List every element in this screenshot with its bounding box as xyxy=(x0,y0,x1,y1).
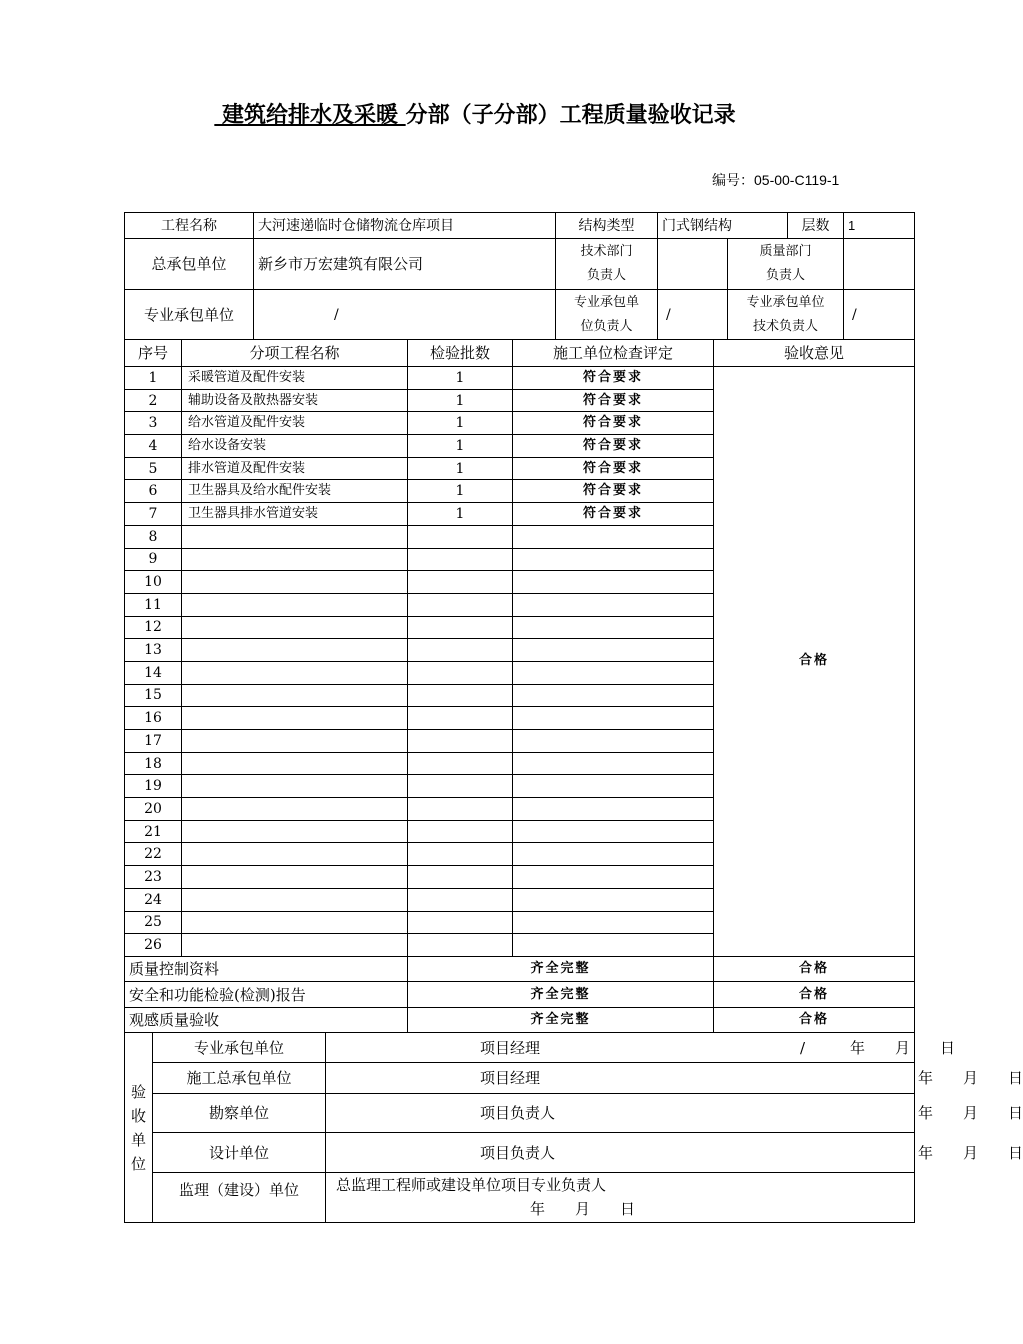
items-table xyxy=(124,339,915,1033)
item-batches xyxy=(408,730,513,753)
acceptance-role: 项目负责人 xyxy=(480,1104,556,1122)
side-char: 单 xyxy=(130,1130,146,1149)
item-name xyxy=(182,525,408,548)
col-header-no: 序号 xyxy=(125,340,182,367)
item-evaluation xyxy=(513,934,714,957)
item-batches xyxy=(408,820,513,843)
item-evaluation: 符合要求 xyxy=(513,412,714,435)
item-evaluation xyxy=(513,843,714,866)
table-row xyxy=(125,367,915,390)
item-evaluation xyxy=(513,820,714,843)
sub-head-label-line1: 专业承包单 xyxy=(573,294,639,310)
item-batches: 1 xyxy=(408,457,513,480)
item-no: 26 xyxy=(125,934,182,957)
acceptance-row xyxy=(125,1063,915,1094)
item-evaluation xyxy=(513,548,714,571)
item-no: 2 xyxy=(125,389,182,412)
item-no: 25 xyxy=(125,911,182,934)
item-name xyxy=(182,843,408,866)
item-batches xyxy=(408,752,513,775)
sub-tech-label xyxy=(728,290,844,340)
item-name xyxy=(182,548,408,571)
item-no: 10 xyxy=(125,571,182,594)
item-evaluation xyxy=(513,661,714,684)
item-evaluation xyxy=(513,616,714,639)
item-name: 卫生器具排水管道安装 xyxy=(182,503,408,526)
item-no: 11 xyxy=(125,593,182,616)
summary-evaluation: 齐全完整 xyxy=(408,1007,714,1033)
summary-label: 质量控制资料 xyxy=(125,956,408,982)
sub-tech-label-line1: 专业承包单位 xyxy=(746,294,825,310)
acceptance-row xyxy=(125,1033,915,1063)
acceptance-date: 年 月 日 xyxy=(918,1069,1023,1087)
quality-dept-label xyxy=(728,239,844,290)
title-rest: 分部（子分部）工程质量验收记录 xyxy=(405,103,736,128)
acceptance-sign-cell xyxy=(326,1133,1023,1173)
item-name: 辅助设备及散热器安装 xyxy=(182,389,408,412)
item-evaluation: 符合要求 xyxy=(513,457,714,480)
acceptance-sign-cell xyxy=(326,1063,1023,1094)
item-no: 16 xyxy=(125,707,182,730)
item-batches: 1 xyxy=(408,503,513,526)
item-evaluation xyxy=(513,684,714,707)
item-no: 23 xyxy=(125,866,182,889)
item-batches xyxy=(408,934,513,957)
item-batches xyxy=(408,707,513,730)
acceptance-date: 年 月 日 xyxy=(918,1104,1023,1122)
item-evaluation xyxy=(513,707,714,730)
item-no: 8 xyxy=(125,525,182,548)
acceptance-row xyxy=(125,1133,915,1173)
acceptance-unit: 施工总承包单位 xyxy=(153,1063,326,1094)
item-evaluation xyxy=(513,911,714,934)
item-name: 卫生器具及给水配件安装 xyxy=(182,480,408,503)
floors-label: 层数 xyxy=(788,213,844,239)
item-evaluation: 符合要求 xyxy=(513,480,714,503)
item-batches xyxy=(408,661,513,684)
summary-row xyxy=(125,956,915,982)
item-evaluation: 符合要求 xyxy=(513,367,714,390)
item-no: 18 xyxy=(125,752,182,775)
item-name xyxy=(182,911,408,934)
side-char: 收 xyxy=(130,1106,146,1125)
tech-dept-label xyxy=(556,239,658,290)
col-header-name: 分项工程名称 xyxy=(182,340,408,367)
item-name xyxy=(182,934,408,957)
acceptance-date: / 年 月 日 xyxy=(800,1038,956,1057)
item-name xyxy=(182,661,408,684)
col-header-evaluation: 施工单位检查评定 xyxy=(513,340,714,367)
item-batches xyxy=(408,639,513,662)
item-no: 5 xyxy=(125,457,182,480)
summary-row xyxy=(125,1007,915,1033)
item-batches xyxy=(408,798,513,821)
item-name: 采暖管道及配件安装 xyxy=(182,367,408,390)
item-no: 17 xyxy=(125,730,182,753)
item-no: 3 xyxy=(125,412,182,435)
item-no: 14 xyxy=(125,661,182,684)
supervisor-date: 年 月 日 xyxy=(530,1200,636,1218)
item-name xyxy=(182,616,408,639)
acceptance-unit: 设计单位 xyxy=(153,1133,326,1173)
acceptance-role: 项目经理 xyxy=(480,1069,541,1087)
item-batches xyxy=(408,911,513,934)
sub-head-label xyxy=(556,290,658,340)
sub-head-value: / xyxy=(658,290,728,340)
item-name xyxy=(182,820,408,843)
item-batches: 1 xyxy=(408,435,513,458)
title-subject: 建筑给排水及采暖 xyxy=(214,103,406,128)
item-batches xyxy=(408,866,513,889)
acceptance-table xyxy=(124,1032,1023,1223)
supervisor-unit: 监理（建设）单位 xyxy=(153,1173,326,1223)
item-name xyxy=(182,593,408,616)
acceptance-row xyxy=(125,1094,915,1133)
item-name xyxy=(182,888,408,911)
item-evaluation: 符合要求 xyxy=(513,503,714,526)
item-evaluation xyxy=(513,775,714,798)
item-no: 22 xyxy=(125,843,182,866)
item-evaluation xyxy=(513,730,714,753)
item-name xyxy=(182,866,408,889)
item-name: 给水设备安装 xyxy=(182,435,408,458)
item-batches xyxy=(408,888,513,911)
quality-dept-value xyxy=(844,239,915,290)
item-no: 12 xyxy=(125,616,182,639)
acceptance-date: 年 月 日 xyxy=(918,1143,1023,1162)
item-no: 20 xyxy=(125,798,182,821)
sub-contractor-value: / xyxy=(254,290,556,340)
item-no: 4 xyxy=(125,435,182,458)
item-batches xyxy=(408,775,513,798)
item-evaluation xyxy=(513,571,714,594)
item-name xyxy=(182,730,408,753)
item-batches xyxy=(408,684,513,707)
item-evaluation xyxy=(513,752,714,775)
item-batches xyxy=(408,616,513,639)
summary-opinion: 合格 xyxy=(714,982,915,1008)
item-batches xyxy=(408,571,513,594)
item-name xyxy=(182,775,408,798)
acceptance-side-label xyxy=(125,1033,153,1223)
item-evaluation xyxy=(513,866,714,889)
item-no: 24 xyxy=(125,888,182,911)
project-name-value: 大河速递临时仓储物流仓库项目 xyxy=(254,213,556,239)
summary-evaluation: 齐全完整 xyxy=(408,956,714,982)
item-no: 7 xyxy=(125,503,182,526)
acceptance-role: 项目经理 xyxy=(480,1038,541,1057)
acceptance-sign-cell xyxy=(326,1094,1023,1133)
tech-dept-label-line1: 技术部门 xyxy=(580,244,633,259)
items-opinion: 合格 xyxy=(714,367,915,957)
item-batches: 1 xyxy=(408,480,513,503)
side-char: 验 xyxy=(130,1082,146,1101)
item-evaluation xyxy=(513,798,714,821)
document-code: 编号：05-00-C119-1 xyxy=(712,172,840,188)
item-batches xyxy=(408,548,513,571)
header-table xyxy=(124,212,915,340)
col-header-opinion: 验收意见 xyxy=(714,340,915,367)
item-no: 9 xyxy=(125,548,182,571)
item-no: 21 xyxy=(125,820,182,843)
summary-row xyxy=(125,982,915,1008)
supervisor-role: 总监理工程师或建设单位项目专业负责人 xyxy=(336,1176,607,1194)
item-batches: 1 xyxy=(408,367,513,390)
summary-label: 观感质量验收 xyxy=(125,1007,408,1033)
item-evaluation xyxy=(513,593,714,616)
item-name xyxy=(182,684,408,707)
item-name: 给水管道及配件安装 xyxy=(182,412,408,435)
item-name xyxy=(182,798,408,821)
acceptance-unit: 勘察单位 xyxy=(153,1094,326,1133)
general-contractor-value: 新乡市万宏建筑有限公司 xyxy=(254,239,556,290)
acceptance-role: 项目负责人 xyxy=(480,1143,556,1162)
item-batches xyxy=(408,593,513,616)
item-batches: 1 xyxy=(408,389,513,412)
item-name: 排水管道及配件安装 xyxy=(182,457,408,480)
item-batches: 1 xyxy=(408,412,513,435)
sub-tech-value: / xyxy=(844,290,915,340)
sub-tech-label-line2: 技术负责人 xyxy=(752,318,818,334)
item-evaluation: 符合要求 xyxy=(513,389,714,412)
item-evaluation xyxy=(513,888,714,911)
item-no: 6 xyxy=(125,480,182,503)
structure-type-label: 结构类型 xyxy=(556,213,658,239)
summary-opinion: 合格 xyxy=(714,1007,915,1033)
item-evaluation xyxy=(513,639,714,662)
item-no: 19 xyxy=(125,775,182,798)
acceptance-unit: 专业承包单位 xyxy=(153,1033,326,1063)
item-no: 15 xyxy=(125,684,182,707)
item-batches xyxy=(408,525,513,548)
item-name xyxy=(182,639,408,662)
item-no: 13 xyxy=(125,639,182,662)
tech-dept-label-line2: 负责人 xyxy=(586,268,626,283)
project-name-label: 工程名称 xyxy=(125,213,254,239)
item-evaluation xyxy=(513,525,714,548)
item-name xyxy=(182,752,408,775)
item-batches xyxy=(408,843,513,866)
summary-opinion: 合格 xyxy=(714,956,915,982)
quality-dept-label-line2: 负责人 xyxy=(765,268,805,283)
summary-label: 安全和功能检验(检测)报告 xyxy=(125,982,408,1008)
acceptance-sign-cell xyxy=(326,1033,956,1063)
general-contractor-label: 总承包单位 xyxy=(125,239,254,290)
page-title xyxy=(0,98,950,129)
supervisor-row xyxy=(125,1173,915,1223)
item-evaluation: 符合要求 xyxy=(513,435,714,458)
supervisor-sign-cell xyxy=(326,1173,915,1223)
quality-dept-label-line1: 质量部门 xyxy=(759,244,812,259)
side-char: 位 xyxy=(130,1154,146,1173)
item-name xyxy=(182,571,408,594)
floors-value: 1 xyxy=(844,213,915,239)
sub-head-label-line2: 位负责人 xyxy=(580,318,633,334)
summary-evaluation: 齐全完整 xyxy=(408,982,714,1008)
tech-dept-value xyxy=(658,239,728,290)
col-header-batches: 检验批数 xyxy=(408,340,513,367)
item-name xyxy=(182,707,408,730)
item-no: 1 xyxy=(125,367,182,390)
structure-type-value: 门式钢结构 xyxy=(658,213,788,239)
sub-contractor-label: 专业承包单位 xyxy=(125,290,254,340)
